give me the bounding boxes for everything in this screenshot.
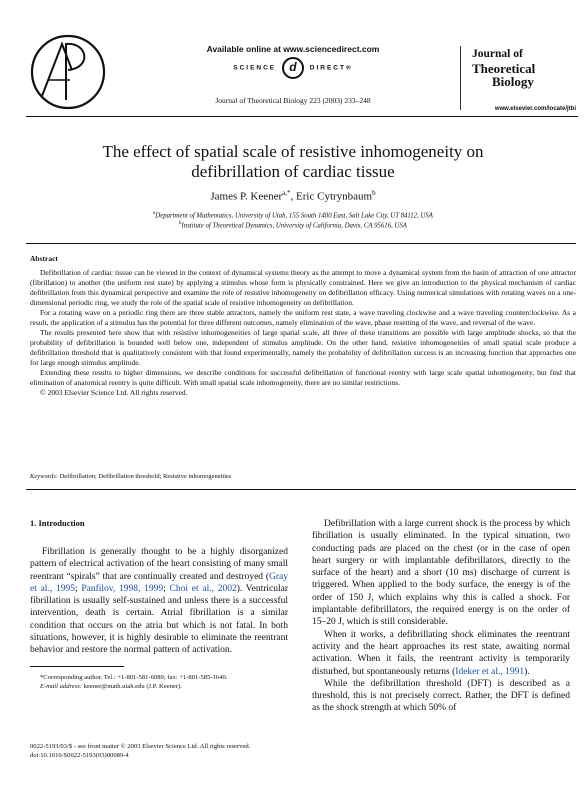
journal-divider: [460, 46, 461, 110]
journal-name-line3: Biology: [492, 74, 534, 89]
journal-url[interactable]: www.elsevier.com/locate/jtbi: [494, 106, 576, 112]
section-heading-introduction: 1. Introduction: [30, 518, 85, 528]
author-separator: ,: [290, 190, 297, 203]
email-address[interactable]: keener@math.utah.edu (J.P. Keener).: [82, 683, 182, 690]
intro-paragraph-1: [30, 546, 288, 657]
sd-left: SCIENCE: [233, 64, 277, 72]
abstract-paragraph-1: Defibrillation of cardiac tissue can be viewed in the context of dynamical systems theory as the attempt to move a dynamical system from the basin of attraction of one attractor (fibrillation) to another (the uniform rest state) by applying a stimulus whose form is physically constrained. Here we give an introduction to the physical mechanism of cardiac defibrillation from this dynamical perspective and examine the role of resistive inhomogeneity on defibrillation efficacy. Using numerical simulations with rotating waves on a one-dimensional periodic ring, we study the role of the spatial scale of resistive inhomogeneity on defibrillation.: [30, 268, 576, 307]
abstract-copyright: © 2003 Elsevier Science Ltd. All rights reserved.: [40, 388, 188, 397]
email-note: [30, 682, 288, 691]
intro-right-paragraph-3: While the defibrillation threshold (DFT) is described as a threshold, this is not precisely correct. Rather, the DFT is defined as the shock strength at which 50% of: [312, 678, 570, 714]
intro-r-p2-text-b: ).: [524, 666, 530, 677]
journal-name: [472, 48, 572, 89]
reference-link-choi-2002[interactable]: Choi et al., 2002: [169, 583, 237, 594]
doi-line[interactable]: doi:10.1016/S0022-5193(03)00089-4: [30, 752, 129, 759]
author-1-star: *: [287, 189, 291, 197]
affil-a-sup: a: [153, 211, 156, 216]
keywords: [30, 473, 231, 480]
author-1: James P. Keener: [210, 190, 283, 203]
reference-link-ideker-1991[interactable]: Ideker et al., 1991: [455, 666, 525, 677]
intro-right-paragraph-1: Defibrillation with a large current shock is the process by which fibrillation is usually eliminated. In the typical situation, two conducting pads are placed on the chest (or in the case of open heart surgery or with implantable defibrillators, directly to the surface of the heart) and a short (10 ms) discharge of current is triggered. When applied to the body surface, the energy is of the order of 150 J, which explains why this is called a shock. For implantable defibrillators, the required energy is on the order of 15–20 J, which is still considerable.: [312, 519, 570, 628]
reference-link-gray-1995[interactable]: Gray et al., 1995: [30, 571, 288, 594]
left-column: [30, 546, 288, 657]
author-1-affil: a,: [282, 189, 288, 197]
abstract-heading: Abstract: [30, 254, 58, 263]
intro-right-paragraph-2: [312, 629, 570, 678]
journal-citation: Journal of Theoretical Biology 223 (2003) 233–248: [215, 96, 371, 105]
issn-line: 0022-5193/03/$ - see front matter © 2003 Elsevier Science Ltd. All rights reserved.: [30, 743, 251, 750]
footnote: [30, 673, 288, 691]
available-online-text: Available online at www.sciencedirect.com: [206, 44, 380, 54]
intro-r-p2-text-a: When it works, a defibrillating shock eliminates the reentrant activity and the heart approaches its rest state, awaiting normal activation. When it fails, the reentrant activity is temporarily disturbed, but spontaneously returns (: [312, 629, 570, 677]
article-title: [40, 142, 546, 182]
ref-separator: ;: [74, 583, 82, 594]
journal-name-line1: Journal of: [472, 48, 523, 60]
reference-link-panfilov[interactable]: Panfilov, 1998, 1999: [81, 583, 164, 594]
bottom-info: [30, 742, 250, 760]
affil-b-sup: b: [179, 221, 182, 226]
abstract-body: [30, 268, 576, 398]
intro-p1-text-a: Fibrillation is generally thought to be a highly disorganized pattern of electrical activation of the heart consisting of many small reentrant “spirals” that are continually created and destroyed (: [30, 547, 288, 582]
author-list: [0, 189, 586, 203]
ref-separator: ;: [163, 583, 170, 594]
abstract-bottom-rule: [26, 489, 576, 490]
keywords-label: Keywords:: [30, 473, 58, 480]
abstract-paragraph-4: Extending these results to higher dimensions, we describe conditions for successful defibrillation of functional reentry with large scale spatial inhomogeneity, but find that elimination of anatomical reentry is quite difficult. With small spatial scale inhomogeneity, there are no similar restrictions.: [30, 368, 576, 387]
author-2-affil: b: [372, 189, 376, 197]
sd-mark: ®: [345, 64, 353, 72]
author-2: Eric Cytrynbaum: [296, 190, 373, 203]
keywords-list: Defibrillation; Defibrillation threshold; Resistive inhomogeneities: [59, 473, 232, 480]
corresponding-author-note: *Corresponding author. Tel.: +1-801-581-6089; fax: +1-801-585-1640.: [40, 674, 228, 681]
sd-right: DIRECT: [309, 64, 346, 72]
abstract-paragraph-2: For a rotating wave on a periodic ring there are three stable attractors, namely the uniform rest state, a wave traveling clockwise and a wave traveling counterclockwise. As a result, the application of a stimulus has the potential for three different outcomes, namely elimination of the wave, phase resetting of the wave, and reversal of the wave.: [30, 308, 576, 327]
affil-b-text: Institute of Theoretical Dynamics, University of California, Davis, CA 95616, USA: [181, 222, 407, 230]
journal-name-line2: Theoretical: [472, 60, 536, 76]
intro-p1-text-b: ). Ventricular fibrillation is usually self-sustained and unless there is a successful intervention, death is certain. Atrial fibrillation is a similar condition that occurs on the atria but which is not fatal. In both situations, however, it is highly desirable to eliminate the reentrant behavior and restore the normal pattern of activation.: [30, 583, 289, 656]
footnote-rule: [30, 666, 124, 667]
title-line-2: defibrillation of cardiac tissue: [191, 162, 395, 181]
right-column: [312, 518, 570, 715]
email-label: E-mail address:: [40, 683, 83, 690]
sd-at-icon: d: [282, 57, 304, 79]
abstract-top-rule: [26, 243, 576, 244]
affiliation-b: [0, 221, 586, 229]
affil-a-text: Department of Mathematics, University of Utah, 155 South 1400 East, Salt Lake City, UT 84112, USA: [155, 212, 433, 220]
affiliation-a: [0, 211, 586, 219]
abstract-paragraph-3: The results presented here show that with resistive inhomogeneities of large spatial scale, all three of these transitions are possible with large amplitude shocks, so that the probability of defibrillation is bounded well below one, independent of stimulus amplitude. On the other hand, resistive inhomogeneities of small spatial scale produce a defibrillation threshold that is qualitatively consistent with that found experimentally, namely the probability of defibrillation success is an increasing function that approaches one for large enough stimulus amplitude.: [30, 328, 576, 367]
header-rule: [26, 116, 578, 117]
title-line-1: The effect of spatial scale of resistive inhomogeneity on: [102, 142, 484, 161]
